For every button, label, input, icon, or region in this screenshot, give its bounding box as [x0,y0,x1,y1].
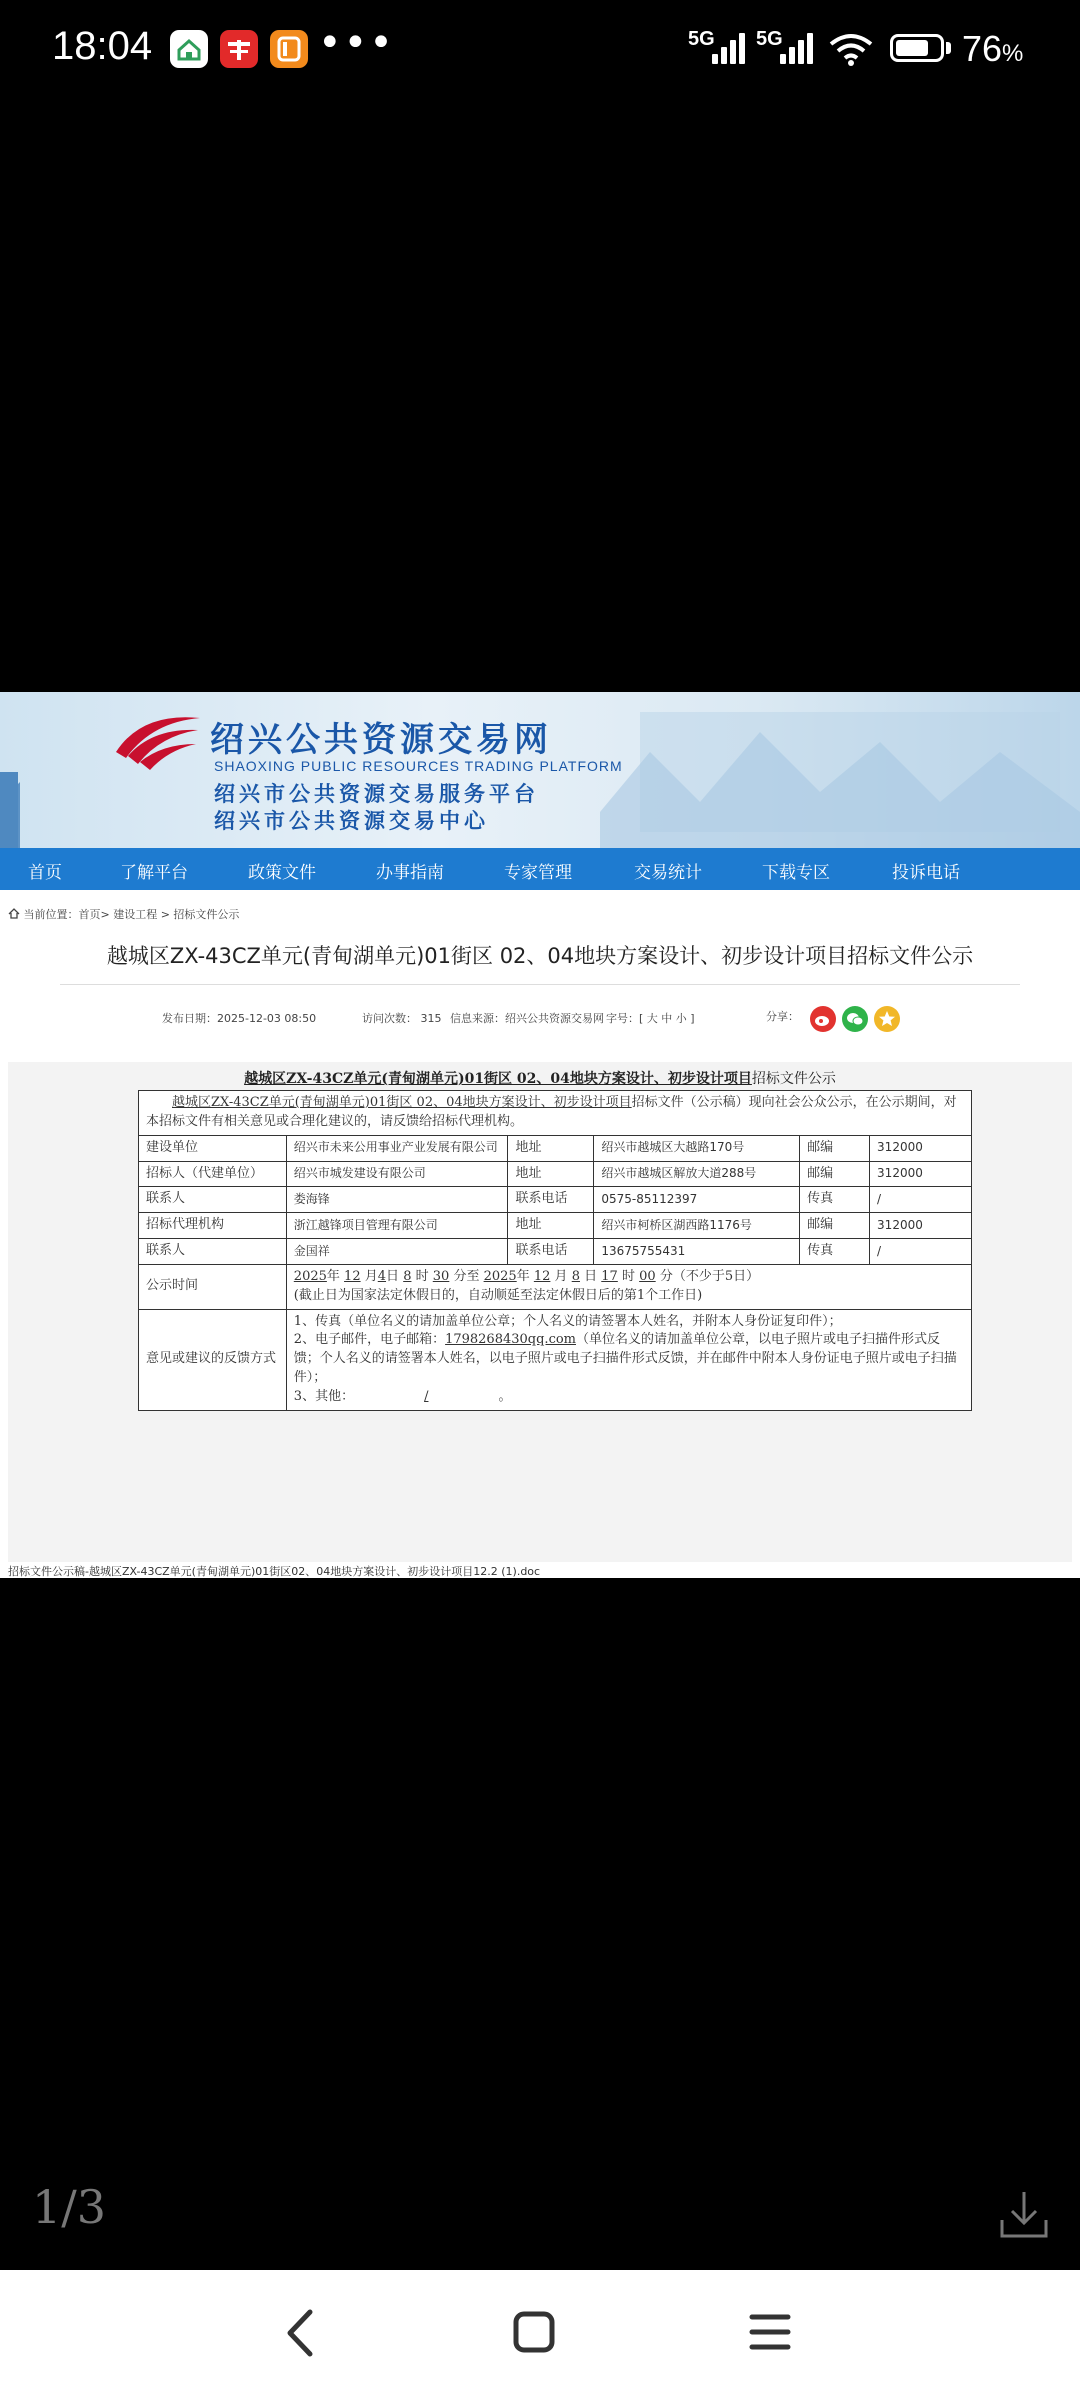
cell-label: 传真 [800,1187,870,1213]
cell-value: 绍兴市柯桥区湖西路1176号 [594,1213,800,1239]
cell-label: 邮编 [800,1135,870,1161]
nav-policy[interactable]: 政策文件 [248,863,316,883]
info-source: 信息来源：绍兴公共资源交易网 [450,1012,604,1025]
wechat-share-icon[interactable] [842,1006,868,1032]
cell-label: 建设单位 [139,1135,287,1161]
cell-label: 地址 [508,1213,594,1239]
signal-strength-1-icon [712,30,752,64]
clock: 18:04 [52,24,153,68]
tender-info-table [138,1090,972,1411]
cell-label: 地址 [508,1135,594,1161]
cell-value: 312000 [870,1161,972,1187]
signal-strength-2-icon [780,30,820,64]
tapplus-app-icon [220,30,258,68]
cell-value: 娄海锋 [286,1187,508,1213]
site-nav [0,848,1080,890]
network-type-2: 5G [756,28,783,50]
title-divider [60,984,1020,985]
system-nav-bar [0,2270,1080,2400]
cell-label: 意见或建议的反馈方式 [139,1309,287,1410]
cell-label: 地址 [508,1161,594,1187]
nav-downloads[interactable]: 下载专区 [762,863,830,883]
share-label: 分享： [766,1010,799,1023]
cell-value: 金国祥 [286,1239,508,1265]
home-app-icon [170,30,208,68]
cell-label: 招标人（代建单位） [139,1161,287,1187]
cell-value: 浙江越锋项目管理有限公司 [286,1213,508,1239]
nav-home[interactable]: 首页 [28,863,62,883]
site-logo-icon [112,712,204,772]
cell-label: 联系人 [139,1187,287,1213]
cell-value: 绍兴市城发建设有限公司 [286,1161,508,1187]
article-meta [0,1010,1080,1040]
cell-value: 绍兴市未来公用事业产业发展有限公司 [286,1135,508,1161]
network-type-1: 5G [688,28,715,50]
b-app-icon [270,30,308,68]
nav-complaints[interactable]: 投诉电话 [892,863,960,883]
site-title-en: SHAOXING PUBLIC RESOURCES TRADING PLATFORM [214,758,623,774]
cell-value: / [870,1239,972,1265]
cell-label: 邮编 [800,1213,870,1239]
cell-label: 邮编 [800,1161,870,1187]
cell-label: 传真 [800,1239,870,1265]
font-size-control[interactable]: 字号：[ 大 中 小 ] [606,1012,695,1025]
table-row [139,1264,972,1309]
intro-cell: 越城区ZX-43CZ单元(青甸湖单元)01街区 02、04地块方案设计、初步设计项目招标文件（公示稿）现向社会公众公示，在公示期间，对本招标文件有相关意见或合理化建议的，请反馈给招标代理机构。 [139,1091,972,1136]
cell-value: 13675755431 [594,1239,800,1265]
cell-label: 联系电话 [508,1187,594,1213]
document-page[interactable] [0,692,1080,1578]
table-row [139,1091,972,1136]
nav-guide[interactable]: 办事指南 [376,863,444,883]
nav-experts[interactable]: 专家管理 [504,863,572,883]
doc-heading: 越城区ZX-43CZ单元(青甸湖单元)01街区 02、04地块方案设计、初步设计项目招标文件公示 [244,1071,836,1087]
cell-value: 312000 [870,1213,972,1239]
download-icon[interactable] [996,2186,1052,2242]
attachment-filename[interactable]: 招标文件公示稿-越城区ZX-43CZ单元(青甸湖单元)01街区02、04地块方案设计、初步设计项目12.2 (1).doc [8,1565,541,1578]
cell-label: 公示时间 [139,1264,287,1309]
breadcrumb: 当前位置：首页> 建设工程 > 招标文件公示 [8,906,239,922]
site-title: 绍兴公共资源交易网 [210,720,552,760]
cell-label: 联系人 [139,1239,287,1265]
cell-label: 联系电话 [508,1239,594,1265]
table-row [139,1309,972,1410]
home-square-icon[interactable] [512,2310,556,2354]
menu-icon[interactable] [748,2312,792,2352]
publish-date: 发布日期：2025-12-03 08:50 [162,1012,317,1025]
feedback-email[interactable]: 1798268430qq.com [445,1332,576,1348]
cell-value: / [870,1187,972,1213]
visit-count: 访问次数： 315 [362,1012,442,1025]
table-row [139,1213,972,1239]
table-row [139,1239,972,1265]
weibo-share-icon[interactable] [810,1006,836,1032]
battery-tip [946,42,951,54]
home-icon [8,908,20,919]
status-bar [0,0,1080,100]
table-row [139,1187,972,1213]
back-icon[interactable] [282,2308,318,2358]
site-subtitle-2: 绍兴市公共资源交易中心 [214,808,489,833]
cell-value: 312000 [870,1135,972,1161]
wifi-icon [828,32,874,66]
table-row [139,1135,972,1161]
battery-percent: 76% [962,28,1024,69]
more-notifications-icon: ••• [318,20,395,66]
battery-icon [890,34,944,62]
feedback-cell: 1、传真（单位名义的请加盖单位公章；个人名义的请签署本人姓名，并附本人身份证复印件）； 2、电子邮件，电子邮箱：1798268430qq.com（单位名义的请加盖单位公章，以电子照片或电子扫描件形式反馈；个人名义的请签署本人姓名，以电子照片或电子扫描件形式反馈，并在邮件中附本人身份证电子照片或电子扫描件）； 3、其他： / 。 [286,1309,971,1410]
cell-value: 绍兴市越城区解放大道288号 [594,1161,800,1187]
favorite-share-icon[interactable] [874,1006,900,1032]
nav-about[interactable]: 了解平台 [120,863,188,883]
nav-stats[interactable]: 交易统计 [634,863,702,883]
cell-value: 绍兴市越城区大越路170号 [594,1135,800,1161]
cell-label: 招标代理机构 [139,1213,287,1239]
cell-value: 0575-85112397 [594,1187,800,1213]
site-subtitle-1: 绍兴市公共资源交易服务平台 [214,781,539,806]
table-row [139,1161,972,1187]
page-indicator: 1/3 [32,2180,107,2234]
period-cell: 2025年 12 月4日 8 时 30 分至 2025年 12 月 8 日 17 时 00 分（不少于5日） (截止日为国家法定休假日的，自动顺延至法定休假日后的第1个工作日) [286,1264,971,1309]
site-banner [0,692,1080,848]
page-title: 越城区ZX-43CZ单元(青甸湖单元)01街区 02、04地块方案设计、初步设计项目招标文件公示 [106,944,974,968]
document-preview[interactable] [8,1062,1072,1562]
